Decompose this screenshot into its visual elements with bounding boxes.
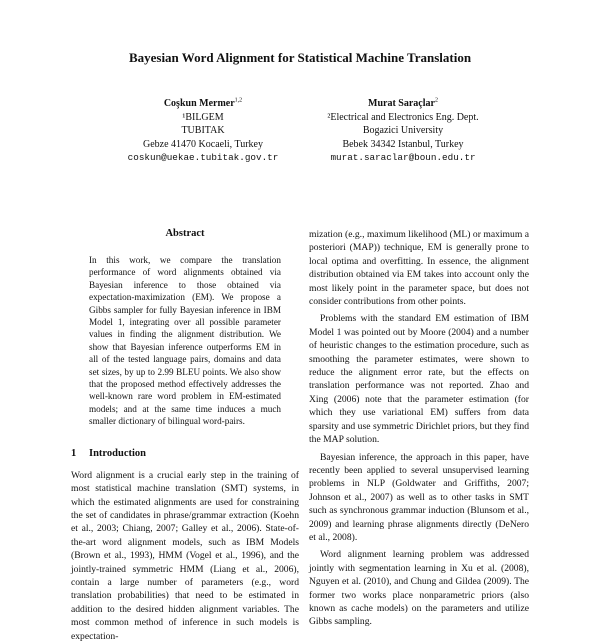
body-paragraph: Word alignment is a crucial early step in the training of most statistical machine translation (SMT) systems, in which the estimated alignments are used for constraining the set of candidates in phrase/grammar extraction (Koehn et al., 2003; Chiang, 2007; Galley et al., 2006). State-of-the-art word alignment models, such as IBM Models (Brown et al., 1993), HMM (Vogel et al., 1996), and the jointly-trained symmetric HMM (Liang et al., 2006), contain a large number of parameters (e.g., word translation probabilities) that need to be estimated in addition to the desired hidden alignment variables. The most common method of inference in such models is expectation- <box>71 469 299 642</box>
abstract-heading: Abstract <box>165 228 205 239</box>
body-paragraph: mization (e.g., maximum likelihood (ML) or maximum a posteriori (MAP)) technique, EM is generally prone to local optima and overfitting. In essence, the alignment distribution obtained via EM takes into account only the most likely point in the parameter space, but does not consider contributions from other points. <box>309 229 529 308</box>
body-paragraph: Problems with the standard EM estimation of IBM Model 1 was pointed out by Moore (2004) and a number of heuristic changes to the estimation procedure, such as smoothing the parameter estimates, were shown to reduce the alignment error rate, but the effects on translation performance was not reported. Zhao and Xing (2006) note that the parameter estimation (for which they use variational EM) suffers from data sparsity and use symmetric Dirichlet priors, but they find the MAP solution. <box>309 313 529 446</box>
section-heading <box>71 448 299 459</box>
author-affiliation: ¹BILGEM <box>182 111 224 123</box>
author-block-1 <box>103 97 303 165</box>
body-paragraph: Word alignment learning problem was addressed jointly with segmentation learning in Xu et al. (2008), Nguyen et al. (2010), and Chung and Gildea (2009). The former two works place nonparametric priors (also known as cache models) on the parameters and utilize Gibbs sampling. <box>309 549 529 628</box>
author-email: coskun@uekae.tubitak.gov.tr <box>127 152 279 164</box>
author-block-2 <box>303 97 503 165</box>
author-name: Murat Saraçlar <box>368 98 435 109</box>
abstract-text: In this work, we compare the translation performance of word alignments obtained via Bayesian inference to those obtained via expectation-maximization (EM). We propose a Gibbs sampler for fully Bayesian inference in IBM Model 1, integrating over all possible parameter values in finding the alignment distribution. We show that Bayesian inference outperforms EM in all of the tested language pairs, domains and data set sizes, by up to 2.99 BLEU points. We also show that the proposed method effectively addresses the well-known rare word problem in EM-estimated models; and at the same time induces a much smaller dictionary of bilingual word-pairs. <box>89 255 281 427</box>
author-sup: 2 <box>434 97 438 104</box>
author-affiliation: Bogazici University <box>362 125 444 137</box>
author-affiliation: Bebek 34342 Istanbul, Turkey <box>342 138 464 150</box>
author-email: murat.saraclar@boun.edu.tr <box>330 152 476 164</box>
section-number: 1 <box>71 447 77 459</box>
paper-title: Bayesian Word Alignment for Statistical Machine Translation <box>128 50 472 65</box>
author-sup: 1,2 <box>234 97 243 104</box>
author-affiliation: ²Electrical and Electronics Eng. Dept. <box>327 111 479 123</box>
left-column <box>71 228 299 643</box>
right-column <box>309 228 529 629</box>
section-title: Introduction <box>89 447 146 459</box>
author-affiliation: TUBITAK <box>181 125 225 137</box>
author-name: Coşkun Mermer <box>163 98 235 109</box>
body-paragraph: Bayesian inference, the approach in this paper, have recently been applied to several unsupervised learning problems in NLP (Goldwater and Griffiths, 2007; Johnson et al., 2007) as well as to other tasks in SMT such as synchronous grammar induction (Blunsom et al., 2009) and learning phrase alignments directly (DeNero et al., 2008). <box>309 451 529 543</box>
author-affiliation: Gebze 41470 Kocaeli, Turkey <box>143 138 263 150</box>
